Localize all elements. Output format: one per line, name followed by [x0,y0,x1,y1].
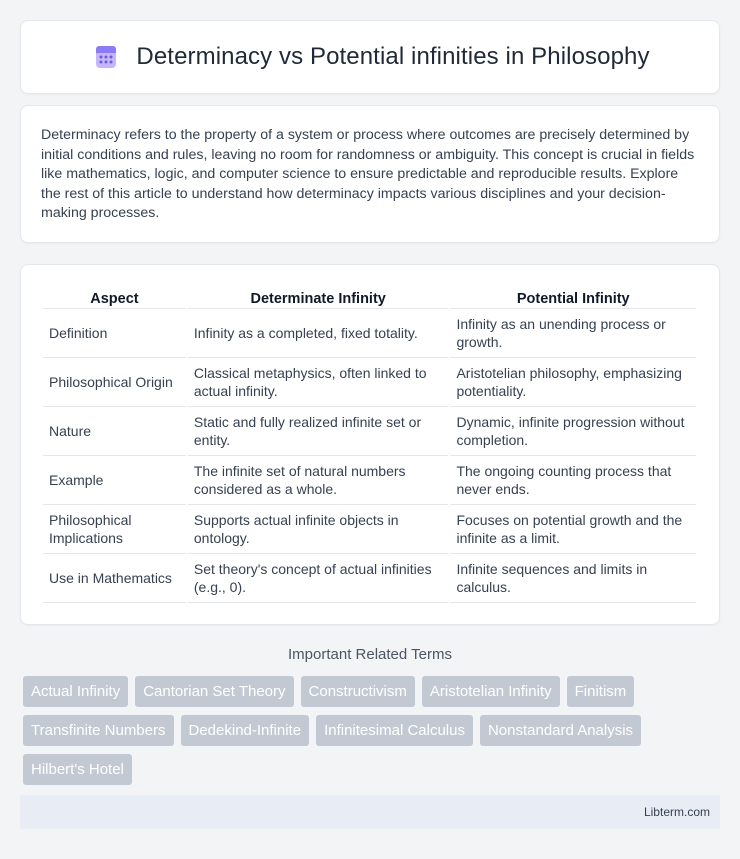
related-terms-list [23,676,723,785]
column-header-determinate: Determinate Infinity [188,285,449,309]
cell-aspect: Philosophical Origin [43,358,186,407]
table-header-row [43,285,696,309]
page-title: Determinacy vs Potential infinities in Philosophy [136,43,650,70]
cell-determinate: Classical metaphysics, often linked to actual infinity. [188,358,449,407]
related-term-tag[interactable]: Hilbert's Hotel [23,754,132,785]
column-header-aspect: Aspect [43,285,186,309]
related-terms-title: Important Related Terms [288,646,452,663]
table-row [43,554,696,603]
cell-potential: The ongoing counting process that never ends. [450,456,696,505]
cell-aspect: Example [43,456,186,505]
intro-card [20,105,720,243]
table-row [43,456,696,505]
related-term-tag[interactable]: Finitism [567,676,635,707]
cell-potential: Infinity as an unending process or growth. [450,309,696,358]
footer-site-link[interactable]: Libterm.com [643,805,710,819]
comparison-table-card [20,264,720,625]
cell-determinate: The infinite set of natural numbers considered as a whole. [188,456,449,505]
related-term-tag[interactable]: Constructivism [301,676,415,707]
related-term-tag[interactable]: Nonstandard Analysis [480,715,641,746]
cell-potential: Dynamic, infinite progression without completion. [450,407,696,456]
comparison-table [41,285,698,603]
column-header-potential: Potential Infinity [450,285,696,309]
related-term-tag[interactable]: Transfinite Numbers [23,715,174,746]
calculator-icon [90,41,122,73]
table-row [43,309,696,358]
cell-aspect: Nature [43,407,186,456]
cell-potential: Focuses on potential growth and the infinite as a limit. [450,505,696,554]
intro-text: Determinacy refers to the property of a system or process where outcomes are precisely determined by initial conditions and rules, leaving no room for randomness or ambiguity. This concept is crucial in fields like mathematics, logic, and computer science to ensure predictable and reproducible results. Explore the rest of this article to understand how determinacy impacts various disciplines and your decision-making processes. [41,127,695,222]
related-term-tag[interactable]: Infinitesimal Calculus [316,715,473,746]
related-term-tag[interactable]: Actual Infinity [23,676,128,707]
footer [20,795,720,829]
cell-aspect: Use in Mathematics [43,554,186,603]
cell-determinate: Set theory's concept of actual infinities (e.g., 0). [188,554,449,603]
cell-determinate: Static and fully realized infinite set or entity. [188,407,449,456]
cell-aspect: Definition [43,309,186,358]
table-row [43,407,696,456]
related-term-tag[interactable]: Dedekind-Infinite [181,715,310,746]
table-row [43,505,696,554]
header-card [20,20,720,94]
related-term-tag[interactable]: Cantorian Set Theory [135,676,293,707]
cell-determinate: Supports actual infinite objects in ontology. [188,505,449,554]
header [90,41,649,73]
cell-potential: Infinite sequences and limits in calculus. [450,554,696,603]
cell-determinate: Infinity as a completed, fixed totality. [188,309,449,358]
cell-aspect: Philosophical Implications [43,505,186,554]
related-term-tag[interactable]: Aristotelian Infinity [422,676,560,707]
table-row [43,358,696,407]
cell-potential: Aristotelian philosophy, emphasizing potentiality. [450,358,696,407]
